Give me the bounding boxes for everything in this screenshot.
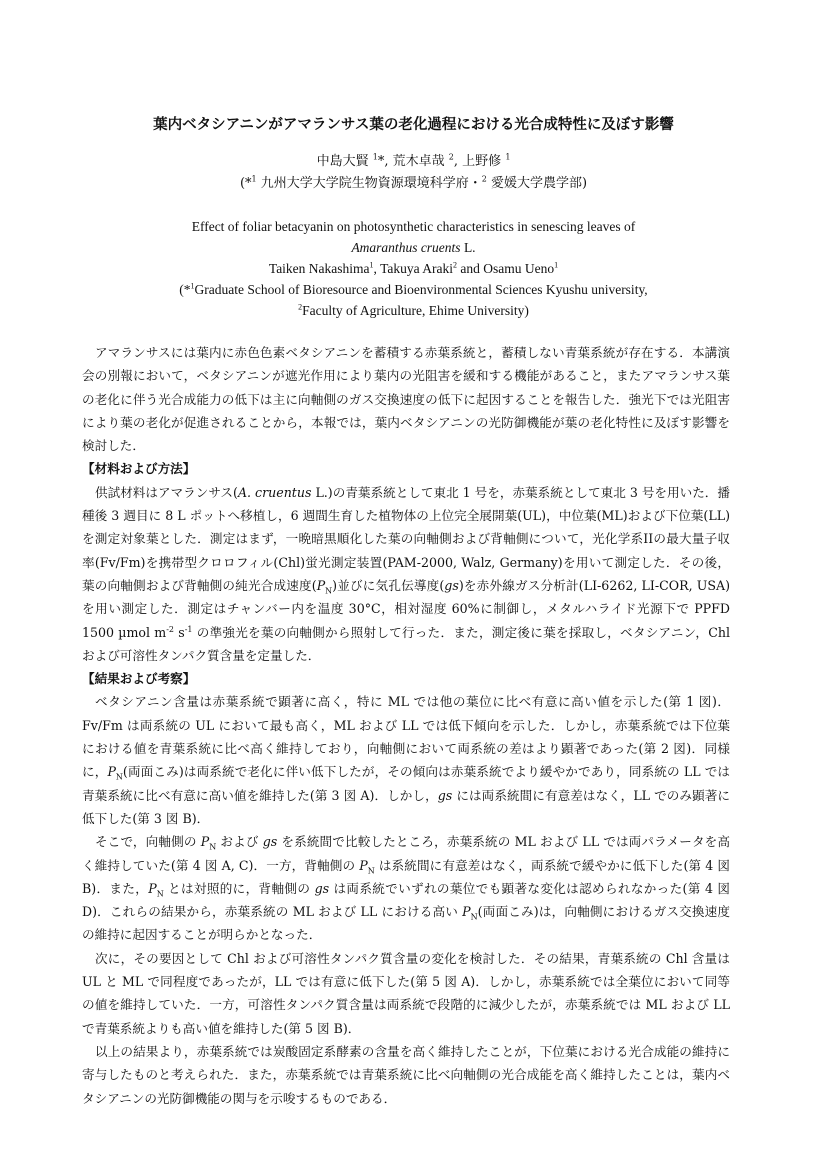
results-text: ベタシアニン含量は赤葉系統で顕著に高く，特に ML では他の葉位に比べ有意に高い値を示した(第 1 図)．Fv/Fm は両系統の UL において最も高く，ML および LL では低下傾向を示した．しかし，赤葉系統では下位葉における値を青葉系統に比べ高く維持しており，向軸側において両系統の差はより顕著であった(第 2 図)．同様に，: [82, 694, 730, 780]
author-en-3-affil: 1: [554, 260, 559, 270]
results-text: は系統間に有意差はなく，両系統で緩やかに低下した(第 4 図 B)．また，: [82, 857, 730, 896]
author-en-separator: ,: [373, 261, 381, 276]
gs-symbol: gs: [314, 880, 330, 896]
pn-subscript: N: [156, 889, 164, 899]
english-title-line-1: Effect of foliar betacyanin on photosynthetic characteristics in senescing leaves of: [191, 219, 636, 234]
pn-subscript: N: [115, 772, 123, 782]
gs-symbol: gs: [437, 787, 453, 803]
results-text: とは対照的に，背軸側の: [163, 880, 315, 896]
author-en-and: and: [456, 261, 484, 276]
affil-en-2-text: Faculty of Agriculture, Ehime University): [302, 303, 529, 318]
results-paragraph-2: [82, 830, 730, 946]
methods-paragraph: [82, 481, 730, 667]
gs-symbol: gs: [444, 577, 459, 593]
species-suffix: L.: [460, 240, 476, 255]
methods-text: )を赤外線ガス分析計(LI-6262, LI-COR, USA)を用い測定した．測定はチャンバー内を温度 30°C，相対湿度 60%に制御し，メタルハライド光源下で PPFD 1500 µmol m: [82, 577, 730, 640]
pn-subscript: N: [325, 586, 333, 596]
english-title-line-2: [0, 239, 827, 257]
author-3-affil: 1: [505, 152, 511, 162]
pn-subscript: N: [367, 866, 375, 876]
unit-superscript: -1: [184, 624, 193, 634]
gs-symbol: gs: [262, 834, 278, 850]
author-2-affil: 2: [448, 152, 454, 162]
author-en-1-affil: 1: [369, 260, 374, 270]
pn-subscript: N: [470, 912, 478, 922]
author-en-2: Takuya Araki: [380, 261, 453, 276]
affiliation-en-line-1: [0, 281, 827, 299]
methods-text: 供試材料はアマランサス(: [95, 484, 238, 500]
results-text: は両系統でいずれの葉位でも顕著な変化は認められなかった(第 4 図 D)．これらの結果から，赤葉系統の ML および LL における高い: [82, 880, 730, 920]
species-name: A. cruentus: [237, 484, 312, 500]
intro-paragraph: アマランサスには葉内に赤色色素ベタシアニンを蓄積する赤葉系統と，蓄積しない青葉系統が存在する．本講演会の別報において，ベタシアニンが遮光作用により葉内の光阻害を緩和する機能があること，またアマランサス葉の老化に伴う光合成能力の低下は主に向軸側のガス交換速度の低下に起因することを報告した．強光下では光阻害により葉の老化が促進されることから，本報では，葉内ベタシアニンの光防御機能が葉の老化特性に及ぼす影響を検討した．: [82, 345, 730, 454]
affil-2-text: 愛媛大学農学部): [486, 176, 588, 191]
affiliation-jp: [0, 175, 827, 193]
pn-symbol: P: [359, 857, 368, 873]
authors-jp: [0, 153, 827, 171]
affil-sup-1: 1: [251, 174, 257, 184]
author-1: 中島大賢: [316, 154, 369, 169]
corresponding-mark: *: [377, 154, 385, 169]
pn-symbol: P: [200, 834, 210, 850]
affil-en-1-text: Graduate School of Bioresource and Bioenvironmental Sciences Kyushu university,: [194, 282, 648, 297]
paper-title-jp: 葉内ベタシアニンがアマランサス葉の老化過程における光合成特性に及ぼす影響: [153, 117, 674, 133]
methods-text: の準強光を葉の向軸側から照射して行った．また，測定後に葉を採取し，ベタシアニン，Chl および可溶性タンパク質含量を定量した．: [82, 624, 730, 663]
methods-text: s: [174, 624, 185, 640]
results-paragraph-1: [82, 690, 730, 830]
pn-symbol: P: [316, 577, 326, 593]
pn-symbol: P: [148, 880, 157, 896]
methods-text: L.)の青葉系統として東北 1 号を，赤葉系統として東北 3 号を用いた．播種後 3 週目に 8 L ポットへ移植し，6 週間生育した植物体の上位完全展開葉(UL)，中位葉(ML)および下位葉(LL)を測定対象葉とした．測定はまず，一晩暗黒順化した葉の向軸側および背軸側について，光化学系IIの最大量子収率(Fv/Fm)を携帯型クロロフィル(Chl)蛍光測定装置(PAM-2000, Walz, Germany)を用いて測定した．その後，葉の向軸側および背軸側の純光合成速度(: [82, 484, 730, 593]
author-3: 上野修: [462, 154, 502, 169]
results-text: を系統間で比較したところ，赤葉系統の ML および LL では両パラメータを高く維持していた(第 4 図 A, C)．一方，背軸側の: [82, 834, 730, 873]
author-en-3: Osamu Ueno: [483, 261, 555, 276]
pn-subscript: N: [209, 842, 217, 852]
authors-en: [0, 260, 827, 278]
affil-open: (*: [239, 176, 252, 191]
author-2: 荒木卓哉: [392, 154, 445, 169]
unit-superscript: -2: [166, 624, 174, 634]
results-heading: 【結果および考察】: [82, 671, 196, 687]
author-en-2-affil: 2: [452, 260, 457, 270]
results-paragraph-3: 次に，その要因として Chl および可溶性タンパク質含量の変化を検討した．その結果，青葉系統の Chl 含量は UL と ML で同程度であったが，LL では有意に低下した(第 5 図 A)．しかし，赤葉系統では全葉位において同等の値を維持していた．一方，可溶性タンパク質含量は両系統で段階的に減少したが，赤葉系統では ML および LL で青葉系統よりも高い値を維持した(第 5 図 B)．: [82, 950, 730, 1036]
author-1-affil: 1: [372, 152, 378, 162]
results-paragraph-4: 以上の結果より，赤葉系統では炭酸固定系酵素の含量を高く維持したことが，下位葉における光合成能の維持に寄与したものと考えられた．また，赤葉系統では青葉系統に比べ向軸側の光合成能を高く維持したことは，葉内ベタシアニンの光防御機能の関与を示唆するものである．: [82, 1043, 730, 1106]
pn-symbol: P: [107, 764, 116, 780]
results-text: (両面こみ)は，向軸側におけるガス交換速度の維持に起因することが明らかとなった．: [82, 904, 731, 943]
species-name: Amaranthus cruents: [351, 240, 461, 255]
results-text: および: [216, 834, 263, 850]
affil-1-text: 九州大学大学院生物資源環境科学府・: [256, 176, 482, 191]
author-separator: ,: [384, 154, 389, 169]
author-en-1: Taiken Nakashima: [268, 261, 370, 276]
affiliation-en-line-2: [0, 302, 827, 320]
author-separator: ,: [453, 154, 459, 169]
results-text: には両系統間に有意差はなく，LL でのみ顕著に低下した(第 3 図 B)．: [82, 787, 731, 826]
affil-en-open: (*: [179, 282, 191, 297]
results-text: (両面こみ)は両系統で老化に伴い低下したが，その傾向は赤葉系統でより緩やかであり，同系統の LL では青葉系統に比べ有意に高い値を維持した(第 3 図 A)．しかし，: [82, 764, 731, 803]
paper-body: [82, 341, 730, 1110]
pn-symbol: P: [462, 904, 471, 920]
affil-en-sup-1: 1: [190, 281, 195, 291]
methods-heading: 【材料および方法】: [82, 461, 196, 477]
methods-text: )並びに気孔伝導度(: [332, 577, 445, 593]
affil-en-sup-2: 2: [298, 302, 303, 312]
results-text: そこで，向軸側の: [95, 834, 201, 850]
affil-sup-2: 2: [481, 174, 487, 184]
